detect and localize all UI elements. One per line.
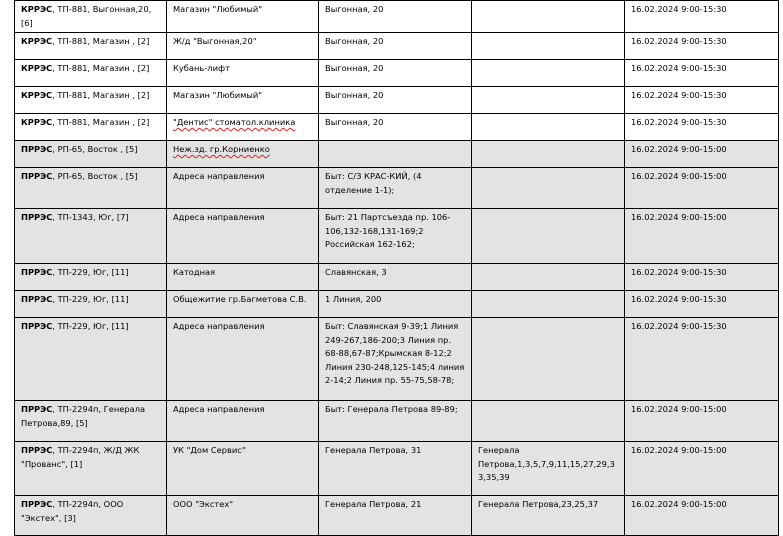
- org-name: ПРРЭС: [21, 144, 53, 154]
- cell-address: Быт: С/З КРАС-КИЙ, (4 отделение 1-1);: [319, 168, 472, 209]
- org-name: КРРЭС: [21, 90, 53, 100]
- cell-houses: [472, 141, 625, 168]
- cell-source: [15, 33, 167, 60]
- cell-object: [167, 114, 319, 141]
- cell-address: Выгонная, 20: [319, 33, 472, 60]
- cell-houses: [472, 60, 625, 87]
- cell-source: [15, 209, 167, 264]
- cell-address: Славянская, 3: [319, 264, 472, 291]
- outage-table-body: [15, 1, 779, 536]
- cell-object: Общежитие гр.Багметова С.В.: [167, 291, 319, 318]
- source-text: , ТП-229, Юг, [11]: [52, 321, 129, 331]
- org-name: КРРЭС: [21, 36, 53, 46]
- cell-address: Быт: Славянская 9-39;1 Линия 249-267,186-200;3 Линия пр. 68-88,67-87;Крымская 8-12;2 Линия 230-248,125-145;4 линия 2-14;2 Линия пр. 55-75,58-78;: [319, 318, 472, 401]
- cell-address: Генерала Петрова, 21: [319, 496, 472, 536]
- source-text: , ТП-1343, Юг, [7]: [52, 212, 129, 222]
- cell-object: УК "Дом Сервис": [167, 442, 319, 496]
- source-text: , ТП-881, Магазин , [2]: [52, 117, 150, 127]
- cell-source: [15, 291, 167, 318]
- cell-houses: [472, 264, 625, 291]
- source-text: , РП-65, Восток , [5]: [52, 171, 138, 181]
- cell-time: 16.02.2024 9:00-15:30: [625, 87, 779, 114]
- cell-houses: [472, 87, 625, 114]
- cell-time: 16.02.2024 9:00-15:30: [625, 60, 779, 87]
- org-name: ПРРЭС: [21, 294, 53, 304]
- cell-houses: Генерала Петрова,1,3,5,7,9,11,15,27,29,33,35,39: [472, 442, 625, 496]
- cell-source: [15, 442, 167, 496]
- cell-houses: [472, 1, 625, 33]
- source-text: , ТП-881, Магазин , [2]: [52, 36, 150, 46]
- cell-object: Магазин "Любимый": [167, 87, 319, 114]
- cell-object: Магазин "Любимый": [167, 1, 319, 33]
- cell-source: [15, 264, 167, 291]
- cell-time: 16.02.2024 9:00-15:30: [625, 114, 779, 141]
- cell-address: Выгонная, 20: [319, 1, 472, 33]
- cell-source: [15, 496, 167, 536]
- cell-address: Выгонная, 20: [319, 87, 472, 114]
- cell-source: [15, 114, 167, 141]
- cell-source: [15, 87, 167, 114]
- cell-object: Кубань-лифт: [167, 60, 319, 87]
- cell-source: [15, 318, 167, 401]
- cell-address: [319, 141, 472, 168]
- org-name: ПРРЭС: [21, 404, 53, 414]
- cell-time: 16.02.2024 9:00-15:30: [625, 264, 779, 291]
- cell-houses: [472, 114, 625, 141]
- source-text: , ТП-2294п, Генерала Петрова,89, [5]: [21, 404, 146, 428]
- cell-time: 16.02.2024 9:00-15:00: [625, 168, 779, 209]
- cell-source: [15, 60, 167, 87]
- cell-object: Адреса направления: [167, 401, 319, 442]
- object-text: Неж.зд. гр.Корниенко: [173, 144, 270, 154]
- cell-object: Ж/д "Выгонная,20": [167, 33, 319, 60]
- object-text: "Дентис" стоматол.клиника: [173, 117, 296, 127]
- outage-table: [14, 0, 779, 536]
- cell-time: 16.02.2024 9:00-15:30: [625, 291, 779, 318]
- cell-houses: [472, 33, 625, 60]
- cell-address: Генерала Петрова, 31: [319, 442, 472, 496]
- source-text: , ТП-881, Магазин , [2]: [52, 63, 150, 73]
- cell-address: Быт: Генерала Петрова 89-89;: [319, 401, 472, 442]
- cell-address: Выгонная, 20: [319, 114, 472, 141]
- cell-object: Адреса направления: [167, 318, 319, 401]
- org-name: ПРРЭС: [21, 499, 53, 509]
- cell-address: Выгонная, 20: [319, 60, 472, 87]
- source-text: , ТП-2294п, Ж/Д ЖК "Прованс", [1]: [21, 445, 140, 469]
- cell-source: [15, 401, 167, 442]
- source-text: , ТП-2294п, ООО "Экстех", [3]: [21, 499, 124, 523]
- cell-source: [15, 1, 167, 33]
- cell-time: 16.02.2024 9:00-15:00: [625, 442, 779, 496]
- cell-address: 1 Линия, 200: [319, 291, 472, 318]
- org-name: КРРЭС: [21, 4, 53, 14]
- cell-object: Катодная: [167, 264, 319, 291]
- source-text: , ТП-229, Юг, [11]: [52, 294, 129, 304]
- source-text: , ТП-229, Юг, [11]: [52, 267, 129, 277]
- source-text: , РП-65, Восток , [5]: [52, 144, 138, 154]
- org-name: ПРРЭС: [21, 212, 53, 222]
- source-text: , ТП-881, Магазин , [2]: [52, 90, 150, 100]
- cell-time: 16.02.2024 9:00-15:30: [625, 1, 779, 33]
- cell-time: 16.02.2024 9:00-15:00: [625, 401, 779, 442]
- org-name: ПРРЭС: [21, 321, 53, 331]
- cell-object: Адреса направления: [167, 209, 319, 264]
- cell-object: ООО "Экстех": [167, 496, 319, 536]
- cell-object: [167, 141, 319, 168]
- cell-time: 16.02.2024 9:00-15:00: [625, 141, 779, 168]
- cell-houses: Генерала Петрова,23,25,37: [472, 496, 625, 536]
- cell-time: 16.02.2024 9:00-15:30: [625, 33, 779, 60]
- cell-houses: [472, 209, 625, 264]
- org-name: КРРЭС: [21, 117, 53, 127]
- org-name: ПРРЭС: [21, 445, 53, 455]
- source-text: , ТП-881, Выгонная,20, [6]: [21, 4, 152, 28]
- cell-time: 16.02.2024 9:00-15:30: [625, 318, 779, 401]
- org-name: ПРРЭС: [21, 267, 53, 277]
- cell-houses: [472, 291, 625, 318]
- cell-time: 16.02.2024 9:00-15:00: [625, 209, 779, 264]
- cell-source: [15, 141, 167, 168]
- cell-address: Быт: 21 Партсъезда пр. 106-106,132-168,131-169;2 Российская 162-162;: [319, 209, 472, 264]
- cell-source: [15, 168, 167, 209]
- org-name: КРРЭС: [21, 63, 53, 73]
- cell-houses: [472, 318, 625, 401]
- cell-time: 16.02.2024 9:00-15:00: [625, 496, 779, 536]
- cell-houses: [472, 168, 625, 209]
- cell-houses: [472, 401, 625, 442]
- org-name: ПРРЭС: [21, 171, 53, 181]
- cell-object: Адреса направления: [167, 168, 319, 209]
